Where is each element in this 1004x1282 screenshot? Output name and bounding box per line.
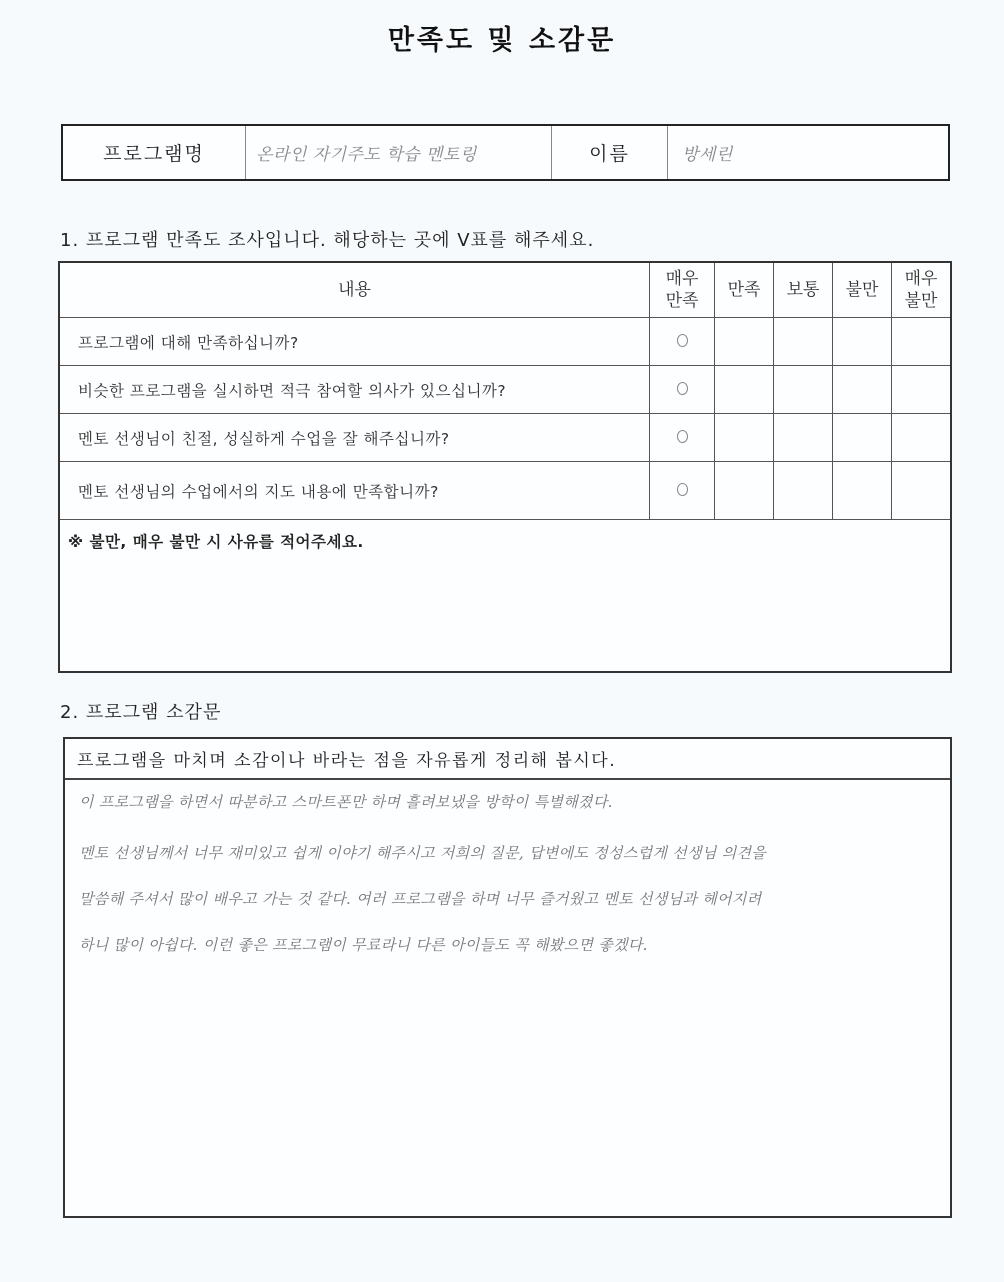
essay-box [63,737,952,1218]
table-row [59,414,951,462]
question-text: 프로그램에 대해 만족하십니까? [59,318,650,366]
cell-very-satisfied[interactable] [650,414,715,462]
question-text: 멘토 선생님의 수업에서의 지도 내용에 만족합니까? [59,462,650,520]
info-table [61,124,950,181]
name-field[interactable] [668,126,948,179]
name-value: 방세린 [682,145,733,165]
note-instruction: ※ 불만, 매우 불만 시 사유를 적어주세요. [68,533,364,551]
cell-very-dissatisfied[interactable] [892,462,952,520]
cell-dissatisfied[interactable] [833,318,892,366]
column-header-satisfied: 만족 [715,262,774,318]
essay-line: 이 프로그램을 하면서 따분하고 스마트폰만 하며 흘려보냈을 방학이 특별해졌다. [79,793,613,811]
header-line: 만족 [665,291,699,311]
satisfaction-table [58,261,952,673]
column-header-very-satisfied [650,262,715,318]
question-text: 비슷한 프로그램을 실시하면 적극 참여할 의사가 있으십니까? [59,366,650,414]
dissatisfaction-reason-field[interactable] [59,520,951,673]
table-row [59,366,951,414]
essay-response-field[interactable] [65,780,950,968]
essay-line: 멘토 선생님께서 너무 재미있고 쉽게 이야기 해주시고 저희의 질문, 답변에도 정성스럽게 선생님 의견을 [79,844,767,862]
cell-very-satisfied[interactable] [650,318,715,366]
essay-line: 하니 많이 아쉽다. 이런 좋은 프로그램이 무료라니 다른 아이들도 꼭 해봤으면 좋겠다. [79,936,648,954]
cell-very-dissatisfied[interactable] [892,318,952,366]
section2-heading: 2. 프로그램 소감문 [60,702,222,723]
note-row [59,520,951,673]
column-header-very-dissatisfied [892,262,952,318]
header-line: 불만 [904,291,938,311]
name-label: 이름 [552,126,668,179]
cell-neutral[interactable] [774,318,833,366]
cell-very-satisfied[interactable] [650,462,715,520]
cell-satisfied[interactable] [715,462,774,520]
cell-neutral[interactable] [774,462,833,520]
cell-very-dissatisfied[interactable] [892,414,952,462]
circle-mark-icon [677,483,688,496]
column-header-neutral: 보통 [774,262,833,318]
cell-satisfied[interactable] [715,414,774,462]
circle-mark-icon [677,430,688,443]
table-row [59,318,951,366]
cell-very-dissatisfied[interactable] [892,366,952,414]
header-line: 매우 [904,269,938,289]
circle-mark-icon [677,382,688,395]
document-title: 만족도 및 소감문 [387,25,617,56]
table-header-row [59,262,951,318]
cell-very-satisfied[interactable] [650,366,715,414]
program-name-value: 온라인 자기주도 학습 멘토링 [256,145,477,165]
circle-mark-icon [677,334,688,347]
cell-satisfied[interactable] [715,366,774,414]
cell-neutral[interactable] [774,414,833,462]
essay-prompt: 프로그램을 마치며 소감이나 바라는 점을 자유롭게 정리해 봅시다. [65,739,950,780]
cell-dissatisfied[interactable] [833,414,892,462]
cell-dissatisfied[interactable] [833,462,892,520]
header-line: 매우 [665,269,699,289]
program-name-field[interactable] [246,126,552,179]
column-header-dissatisfied: 불만 [833,262,892,318]
cell-neutral[interactable] [774,366,833,414]
section1-heading: 1. 프로그램 만족도 조사입니다. 해당하는 곳에 V표를 해주세요. [60,230,595,251]
column-header-content: 내용 [59,262,650,318]
program-name-label: 프로그램명 [63,126,246,179]
cell-satisfied[interactable] [715,318,774,366]
question-text: 멘토 선생님이 친절, 성실하게 수업을 잘 해주십니까? [59,414,650,462]
cell-dissatisfied[interactable] [833,366,892,414]
essay-line: 말씀해 주셔서 많이 배우고 가는 것 같다. 여러 프로그램을 하며 너무 즐거웠고 멘토 선생님과 헤어지려 [79,890,762,908]
table-row [59,462,951,520]
